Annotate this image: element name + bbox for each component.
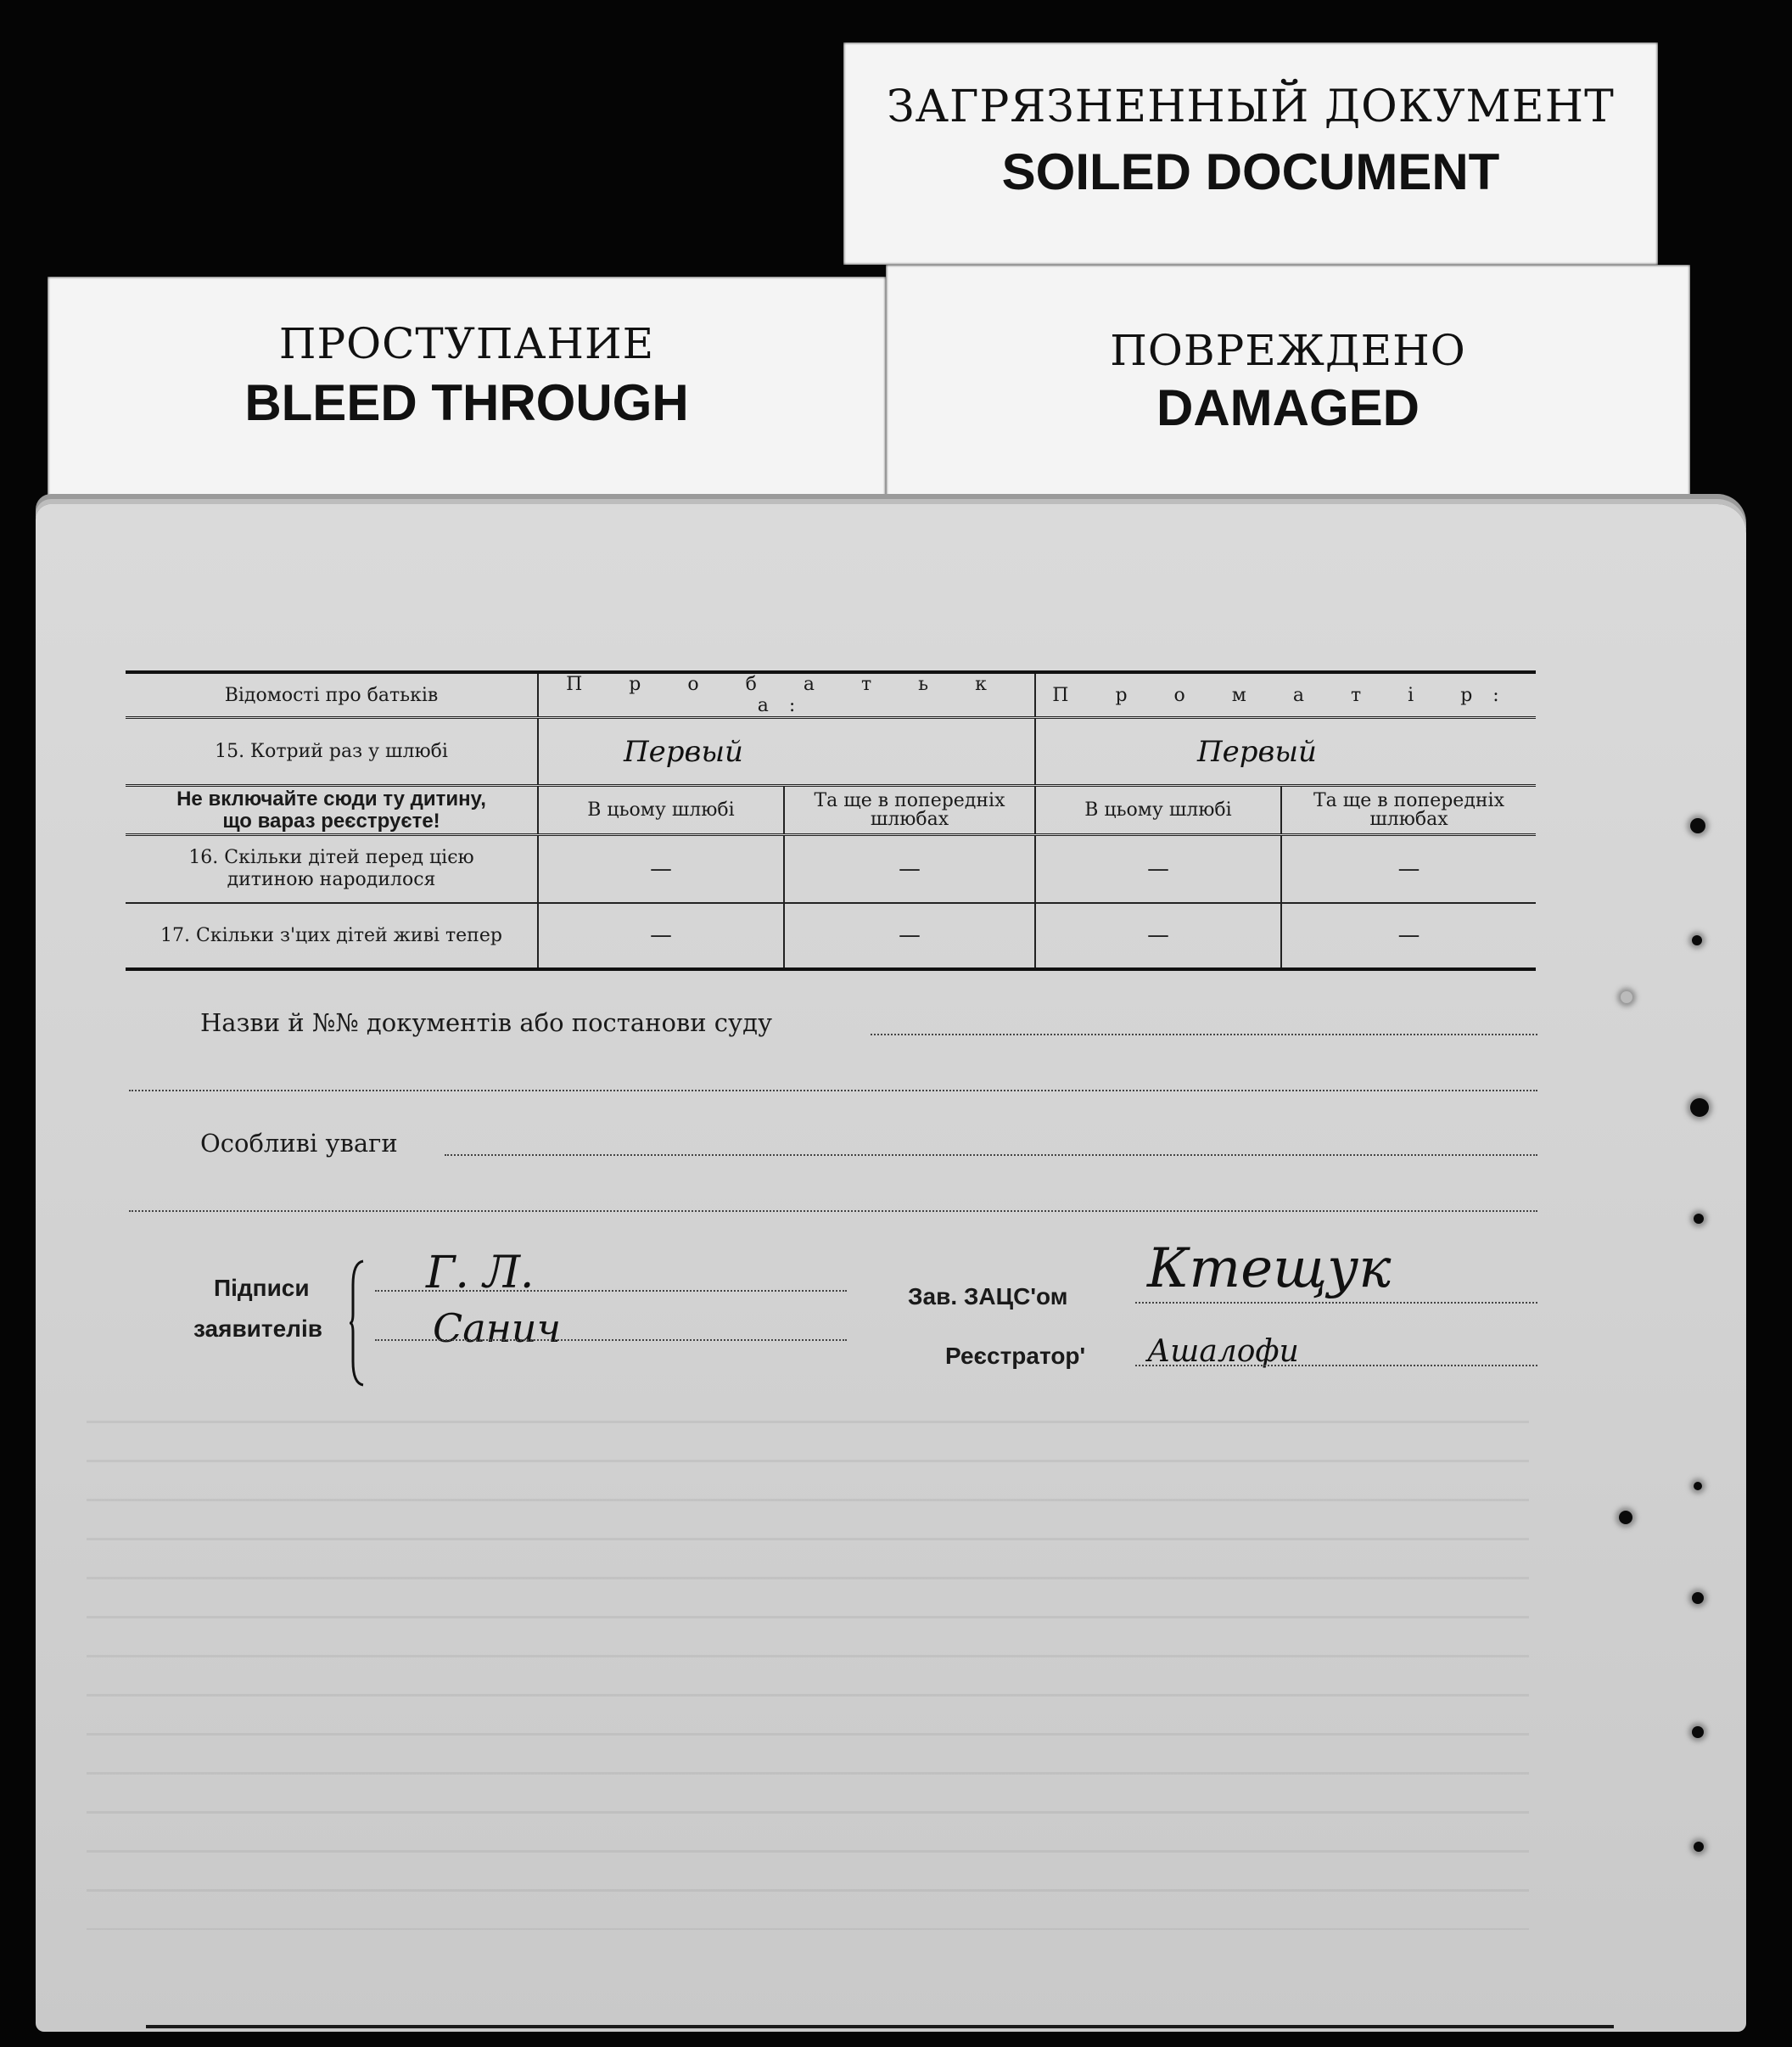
row17-mother-this-value: — [1147, 923, 1169, 948]
row15-label: 15. Котрий раз у шлюбі [126, 718, 538, 786]
applicant-sig-line2 [375, 1339, 847, 1341]
row17-father-this-value: — [650, 923, 672, 948]
father-prev-line1: Та ще в попередніх [814, 789, 1005, 811]
mother-prev-line1: Та ще в попередніх [1313, 789, 1504, 811]
damaged-label-ru: ПОВРЕЖДЕНО [1110, 326, 1466, 375]
documents-field-line1[interactable] [871, 1034, 1537, 1035]
head-zags-signature: Ктещук [1147, 1237, 1392, 1300]
soiled-label-en: SOILED DOCUMENT [1001, 143, 1500, 200]
notes-field-line1[interactable] [445, 1154, 1537, 1156]
registrar-sig-line [1135, 1365, 1537, 1366]
header-father: П р о б а т ь к а: [538, 672, 1035, 718]
bottom-rule [146, 2025, 1614, 2028]
documents-field-line2[interactable] [129, 1090, 1537, 1091]
notes-field-line2[interactable] [129, 1210, 1537, 1212]
applicant-signature-2: Санич [433, 1305, 562, 1351]
row16-father-this-value: — [650, 855, 672, 882]
soiled-document-card [843, 42, 1658, 265]
applicants-label-line1: Підписи [214, 1275, 310, 1301]
row15-mother-value: Первый [1197, 734, 1317, 769]
row16-label-line1: 16. Скільки дітей перед цією [188, 846, 474, 868]
exclusion-note-line1: Не включайте сюди ту дитину, [176, 787, 486, 810]
binder-hole [1690, 818, 1705, 833]
applicant-sig-line1 [375, 1290, 847, 1292]
exclusion-note-line2: що вараз реєструєте! [222, 809, 440, 833]
row16-mother-this-value: — [1147, 855, 1169, 882]
exclusion-note [126, 786, 538, 835]
row17-father-prev-value: — [899, 923, 921, 948]
registrar-signature: Ашалофи [1147, 1334, 1299, 1369]
binder-hole [1694, 1214, 1704, 1224]
parents-info-table [126, 670, 1536, 971]
damaged-card [886, 265, 1690, 519]
binder-hole [1692, 935, 1702, 945]
applicant-signature-1: Г. Л. [426, 1248, 535, 1298]
header-parents-info: Відомості про батьків [126, 672, 538, 718]
row17-mother-prev-value: — [1397, 923, 1420, 948]
binder-hole [1692, 1726, 1704, 1738]
father-prev-line2: шлюбах [870, 808, 949, 830]
row15-father-value: Первый [624, 734, 743, 769]
documents-label: Назви й №№ документів або постанови суду [200, 1008, 773, 1037]
mother-prev-line2: шлюбах [1369, 808, 1448, 830]
mother-prev-marriages [1281, 786, 1536, 835]
head-sig-line [1135, 1302, 1537, 1304]
notes-label: Особливі уваги [200, 1129, 398, 1158]
binder-hole [1621, 991, 1632, 1003]
applicants-label-line2: заявителів [193, 1315, 322, 1342]
head-zags-label: Зав. ЗАЦС'ом [908, 1283, 1068, 1310]
damaged-label-en: DAMAGED [1156, 379, 1420, 436]
binder-hole [1694, 1842, 1704, 1852]
row16-father-prev-value: — [899, 855, 921, 882]
binder-hole [1694, 1482, 1702, 1490]
row17-label: 17. Скільки з'цих дітей живі тепер [126, 903, 538, 969]
binder-hole [1692, 1592, 1704, 1604]
mother-this-marriage: В цьому шлюбі [1035, 786, 1281, 835]
applicants-brace [350, 1259, 365, 1387]
bleed-through-card [48, 277, 886, 523]
bleed-label-en: BLEED THROUGH [244, 374, 689, 431]
bleed-through-texture [87, 1421, 1529, 1930]
father-this-marriage: В цьому шлюбі [538, 786, 784, 835]
registrar-label: Реєстратор' [945, 1343, 1086, 1369]
soiled-label-ru: ЗАГРЯЗНЕННЫЙ ДОКУМЕНТ [887, 81, 1615, 132]
form-sheet [36, 504, 1746, 2032]
bleed-label-ru: ПРОСТУПАНИЕ [278, 319, 655, 368]
binder-hole [1619, 1511, 1632, 1524]
row16-label [126, 835, 538, 903]
binder-hole [1690, 1098, 1709, 1117]
row16-mother-prev-value: — [1397, 855, 1420, 882]
father-prev-marriages [784, 786, 1035, 835]
header-mother: П р о м а т і р: [1035, 672, 1536, 718]
row16-label-line2: дитиною народилося [227, 868, 436, 890]
